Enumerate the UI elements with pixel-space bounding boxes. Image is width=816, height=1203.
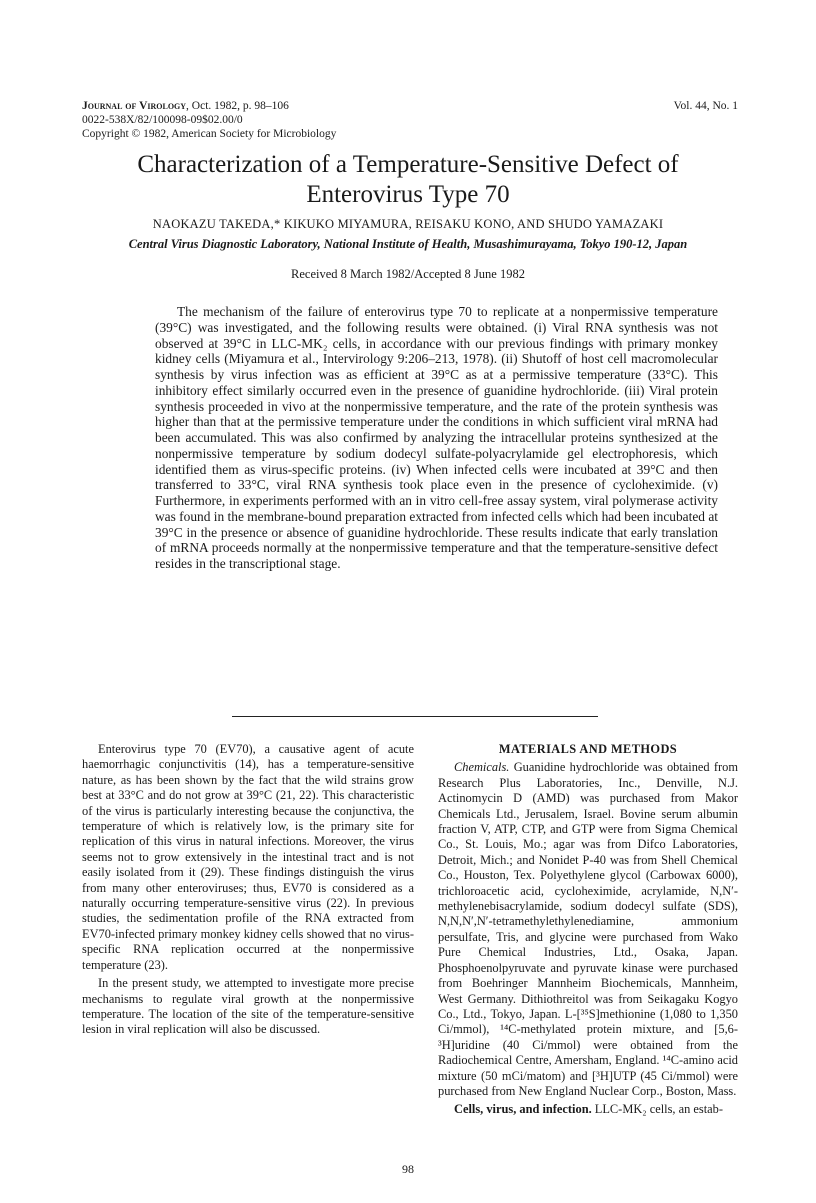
article-code: 0022-538X/82/100098-09$02.00/0 [82,114,243,126]
title-line-2: Enterovirus Type 70 [306,181,510,208]
divider [232,716,598,717]
cells-text: LLC-MK₂ cells, an estab- [591,1102,723,1117]
cells-paragraph [438,1102,738,1117]
chemicals-text: Guanidine hydrochloride was obtained from Research Plus Laboratories, Inc., Denville, N.J. Actinomycin D (AMD) was purchased from Makor Chemicals Ltd., Jerusalem, Israel. Bovine serum albumin fraction V, ATP, CTP, and GTP were from Sigma Chemical Co., St. Louis, Mo.; agar was from Difco Laboratories, Detroit, Mich.; and Nonidet P-40 was from Shell Chemical Co., Houston, Tex. Polyethylene glycol (Carbowax 6000), trichloroacetic acid, cycloheximide, acrylamide, N,N′-methylenebisacrylamide, sodium dodecyl sulfate (SDS), N,N,N′,N′-tetramethylethylenediamine, ammonium persulfate, Tris, and glycine were purchased from Wako Pure Chemical Industries, Ltd., Osaka, Japan. Phosphoenolpyruvate and pyruvate kinase were purchased from Boehringer Mannheim Biochemicals, Mannheim, West Germany. Dithiothreitol was from Seikagaku Kogyo Co., Ltd., Tokyo, Japan. L-[³⁵S]methionine (1,080 to 1,350 Ci/mmol), ¹⁴C-methylated protein mixture, and [5,6-³H]uridine (40 Ci/mmol) were obtained from the Radiochemical Centre, Amersham, England. ¹⁴C-amino acid mixture (50 mCi/matom) and [³H]UTP (45 Ci/mmol) were purchased from New England Nuclear Corp., Boston, Mass. [438,760,738,1098]
abstract: The mechanism of the failure of enterovirus type 70 to replicate at a nonpermissive temperature (39°C) was investigated, and the following results were obtained. (i) Viral RNA synthesis was not observed at 39°C in LLC-MK₂ cells, in accordance with our previous findings with primary monkey kidney cells (Miyamura et al., Intervirology 9:206–213, 1978). (ii) Shutoff of host cell macromolecular synthesis by virus infection was as efficient at 39°C as at a permissive temperature (33°C). This inhibitory effect similarly occurred even in the presence of guanidine hydrochloride. (iii) Viral protein synthesis proceeded in vivo at the nonpermissive temperature, and the rate of the protein synthesis was higher than that at the permissive temperature under the conditions in which sufficient viral mRNA had been accumulated. This was also confirmed by analyzing the intracellular proteins synthesized at the nonpermissive temperature by sodium dodecyl sulfate-polyacrylamide gel electrophoresis, which identified them as virus-specific proteins. (iv) When infected cells were incubated at 39°C and then transferred to 33°C, viral RNA synthesis took place even in the presence of cycloheximide. (v) Furthermore, in experiments performed with an in vitro cell-free assay system, viral polymerase activity was found in the membrane-bound preparation extracted from infected cells which had been incubated at 39°C in the presence or absence of guanidine hydrochloride. These results indicate that early translation of mRNA proceeds normally at the nonpermissive temperature and that the temperature-sensitive defect resides in the transcriptional stage. [155,304,718,571]
copyright: Copyright © 1982, American Society for Microbiology [82,128,337,140]
authors: NAOKAZU TAKEDA,* KIKUKO MIYAMURA, REISAKU KONO, AND SHUDO YAMAZAKI [152,217,664,231]
section-heading: MATERIALS AND METHODS [498,742,678,756]
volume-info: Vol. 44, No. 1 [673,100,738,112]
citation: , Oct. 1982, p. 98–106 [186,100,289,112]
page-number: 98 [402,1162,414,1176]
journal-name: Journal of Virology [82,100,187,112]
chemicals-paragraph [438,760,738,1099]
intro-paragraph-1: Enterovirus type 70 (EV70), a causative agent of acute haemorrhagic conjunctivitis (14), has a temperature-sensitive nature, as has been shown by the fact that the wild strains grow best at 33°C and do not grow at 39°C (21, 22). This characteristic of the virus is particularly interesting because the conjunctiva, the temperature of which is relatively low, is the primary site for replication of this virus in natural infections. Moreover, the virus seems not to grow extensively in the intestinal tract and is not easily isolated from it (29). These findings distinguish the virus from many other enteroviruses; thus, EV70 is considered as a naturally occurring temperature-sensitive virus (22). In previous studies, the sedimentation profile of the RNA extracted from EV70-infected primary monkey kidney cells showed that no virus-specific RNA replication occurred at the nonpermissive temperature (23). [82,742,414,972]
cells-runin: Cells, virus, and infection. [454,1102,592,1117]
running-header [82,99,336,141]
right-column [438,742,738,1121]
left-column [82,742,414,1041]
intro-paragraph-2: In the present study, we attempted to investigate more precise mechanisms to regulate viral growth at the nonpermissive temperature. The location of the site of the temperature-sensitive lesion in viral replication will also be discussed. [82,976,414,1037]
affiliation: Central Virus Diagnostic Laboratory, National Institute of Health, Musashimurayama, Tokyo 190-12, Japan [128,237,688,251]
title-line-1: Characterization of a Temperature-Sensitive Defect of [137,151,679,178]
chemicals-runin: Chemicals. [454,760,510,775]
received-date: Received 8 March 1982/Accepted 8 June 1982 [291,267,525,281]
article-title [60,150,756,210]
